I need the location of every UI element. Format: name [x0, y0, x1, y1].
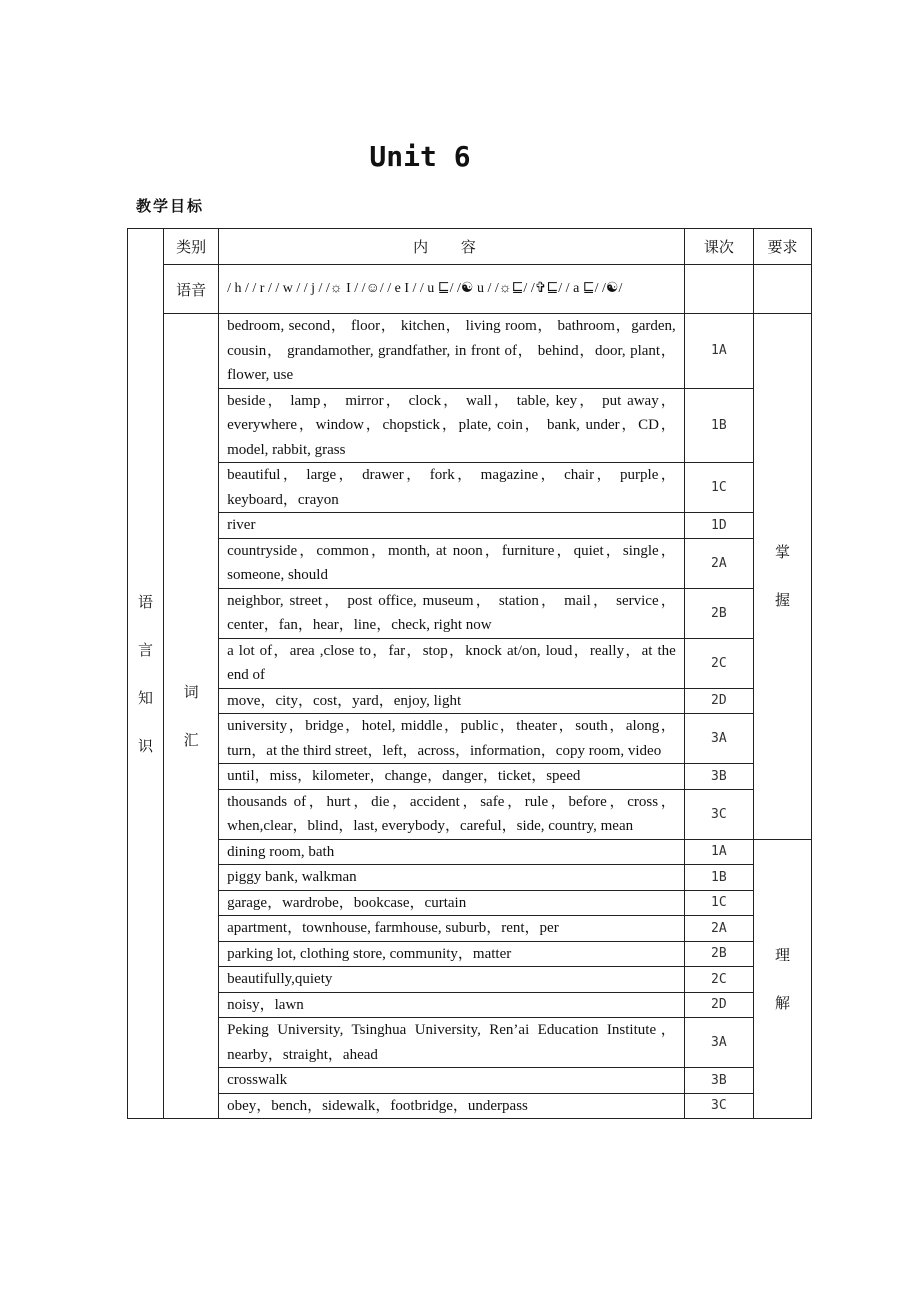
vocab-content: piggy bank, walkman [219, 865, 685, 891]
lesson-code: 1A [684, 839, 753, 865]
table-row [128, 1018, 812, 1068]
phonetics-row [128, 265, 812, 314]
vocab-content: apartment，townhouse, farmhouse, suburb，rent，per [219, 916, 685, 942]
vocab-content: dining room, bath [219, 839, 685, 865]
teaching-goals-table [127, 228, 812, 1119]
lesson-code: 1B [684, 865, 753, 891]
lesson-code: 3C [684, 789, 753, 839]
lesson-code: 2A [684, 538, 753, 588]
table-row [128, 941, 812, 967]
table-row [128, 890, 812, 916]
lesson-code: 3A [684, 714, 753, 764]
vocab-content: beautiful， large， drawer， fork， magazine， chair， purple，keyboard，crayon [219, 463, 685, 513]
table-row [128, 463, 812, 513]
lesson-code: 1A [684, 314, 753, 389]
phonetics-requirement [753, 265, 811, 314]
vocab-content: move，city，cost，yard，enjoy, light [219, 688, 685, 714]
section-heading: 教学目标 [136, 197, 205, 215]
lesson-code: 3C [684, 1093, 753, 1119]
vocab-content: until，miss，kilometer，change，danger，ticket，speed [219, 764, 685, 790]
vocab-content: bedroom, second， floor， kitchen， living room， bathroom，garden, cousin， grandamother, grandfather, in front of， behind，door, plant，flower, use [219, 314, 685, 389]
table-row [128, 314, 812, 389]
vocab-content: river [219, 513, 685, 539]
vocab-content: beside， lamp， mirror， clock， wall， table, key， put away，everywhere，window，chopstick，plate, coin， bank, under，CD，model, rabbit, grass [219, 388, 685, 463]
table-row [128, 513, 812, 539]
phonetics-content: / h / / r / / w / / j / /☼ I / /☺/ / e I / / u ⊑/ /☯ u / /☼⊑/ /✞⊑/ / a ⊑/ /☯/ [219, 265, 685, 314]
lesson-code: 2A [684, 916, 753, 942]
vocab-char: 词 [183, 683, 199, 701]
category-char: 知 [138, 688, 154, 707]
vocab-content: garage，wardrobe，bookcase，curtain [219, 890, 685, 916]
lesson-code: 2B [684, 941, 753, 967]
requirement-char: 解 [774, 993, 790, 1012]
vocab-content: obey，bench，sidewalk，footbridge，underpass [219, 1093, 685, 1119]
requirement-char: 掌 [774, 543, 790, 562]
vocabulary-label [164, 314, 219, 1119]
requirement-char: 理 [774, 945, 790, 964]
lesson-code: 2D [684, 992, 753, 1018]
vocab-content: university，bridge，hotel, middle，public，theater，south，along，turn，at the third street，left，across，information，copy room, video [219, 714, 685, 764]
vocab-content: noisy，lawn [219, 992, 685, 1018]
vocab-content: Peking University, Tsinghua University, Ren’ai Education Institute，nearby，straight，ahead [219, 1018, 685, 1068]
lesson-code: 2B [684, 588, 753, 638]
vocab-content: a lot of，area ,close to，far，stop，knock at/on, loud，really，at the end of [219, 638, 685, 688]
phonetics-lesson [684, 265, 753, 314]
vocab-content: countryside，common，month, at noon，furniture，quiet，single，someone, should [219, 538, 685, 588]
category-char: 言 [138, 640, 154, 659]
lesson-code: 1B [684, 388, 753, 463]
table-row [128, 538, 812, 588]
table-row [128, 1068, 812, 1094]
lesson-code: 3A [684, 1018, 753, 1068]
vocab-content: crosswalk [219, 1068, 685, 1094]
table-row [128, 839, 812, 865]
lesson-code: 1C [684, 890, 753, 916]
table-row [128, 865, 812, 891]
table-row [128, 789, 812, 839]
vocab-char: 汇 [183, 731, 199, 749]
vocab-content: parking lot, clothing store, community，matter [219, 941, 685, 967]
table-row [128, 688, 812, 714]
vocab-content: thousands of，hurt，die，accident，safe，rule，before，cross，when,clear，blind，last, everybody，careful，side, country, mean [219, 789, 685, 839]
table-row [128, 1093, 812, 1119]
table-row [128, 388, 812, 463]
vocab-content: beautifully,quiety [219, 967, 685, 993]
requirement-understand [753, 839, 811, 1119]
lesson-code: 1D [684, 513, 753, 539]
page-title: Unit 6 [369, 140, 471, 173]
lesson-code: 2C [684, 638, 753, 688]
header-content: 内 容 [219, 229, 685, 265]
lesson-code: 1C [684, 463, 753, 513]
lesson-code: 2D [684, 688, 753, 714]
vocab-content: neighbor, street， post office, museum， station， mail， service，center，fan，hear，line，check, right now [219, 588, 685, 638]
category-char: 语 [138, 592, 154, 611]
table-row [128, 992, 812, 1018]
header-category: 类别 [164, 229, 219, 265]
requirement-char: 握 [774, 591, 790, 610]
lesson-code: 2C [684, 967, 753, 993]
phonetics-label: 语音 [164, 265, 219, 314]
header-requirement: 要求 [753, 229, 811, 265]
table-row [128, 638, 812, 688]
table-row [128, 588, 812, 638]
table-row [128, 967, 812, 993]
category-char: 识 [138, 736, 154, 755]
table-row [128, 764, 812, 790]
category-language-knowledge [128, 229, 164, 1119]
requirement-master [753, 314, 811, 840]
lesson-code: 3B [684, 764, 753, 790]
lesson-code: 3B [684, 1068, 753, 1094]
header-lesson: 课次 [684, 229, 753, 265]
table-row [128, 714, 812, 764]
table-row [128, 916, 812, 942]
table-header-row [128, 229, 812, 265]
